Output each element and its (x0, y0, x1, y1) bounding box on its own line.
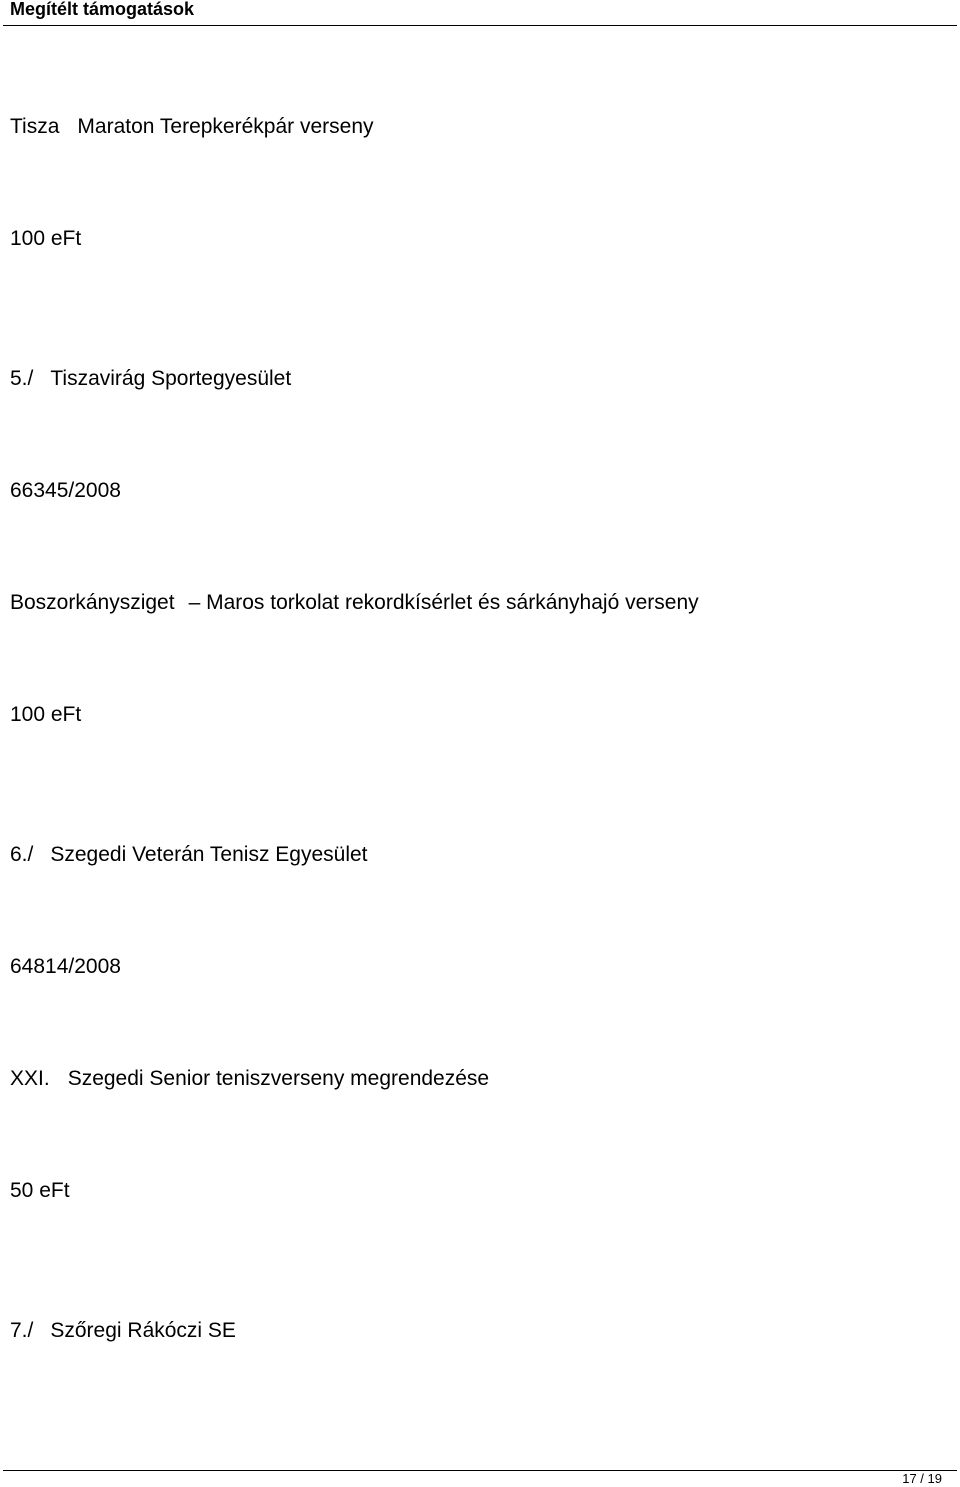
amount-line: 100 eFt (10, 227, 82, 250)
event-line (10, 590, 699, 616)
page-title: Megítélt támogatások (10, 0, 195, 19)
reference-number-line: 64814/2008 (10, 955, 121, 978)
event-line (10, 114, 374, 140)
amount-line: 50 eFt (10, 1179, 70, 1202)
event-location: XXI. (10, 1067, 50, 1090)
organization-name: Tiszavirág Sportegyesület (50, 367, 292, 390)
item-number: 5./ (10, 367, 34, 390)
footer-divider (3, 1470, 957, 1471)
page-number: 17 / 19 (902, 1471, 942, 1486)
event-title: Szegedi Senior teniszverseny megrendezése (67, 1067, 490, 1090)
event-location: Tisza (10, 115, 60, 138)
organization-line (10, 842, 368, 868)
organization-name: Szőregi Rákóczi SE (50, 1319, 236, 1342)
event-title: – Maros torkolat rekordkísérlet és sárkányhajó verseny (188, 591, 699, 614)
amount-line: 100 eFt (10, 703, 82, 726)
reference-number-line: 66345/2008 (10, 479, 121, 502)
organization-line (10, 1318, 236, 1344)
event-location: Boszorkánysziget (10, 591, 175, 614)
item-number: 6./ (10, 843, 34, 866)
event-title: Maraton Terepkerékpár verseny (77, 115, 374, 138)
item-number: 7./ (10, 1319, 34, 1342)
organization-line (10, 366, 291, 392)
event-line (10, 1066, 489, 1092)
header-divider (3, 25, 957, 26)
organization-name: Szegedi Veterán Tenisz Egyesület (50, 843, 368, 866)
